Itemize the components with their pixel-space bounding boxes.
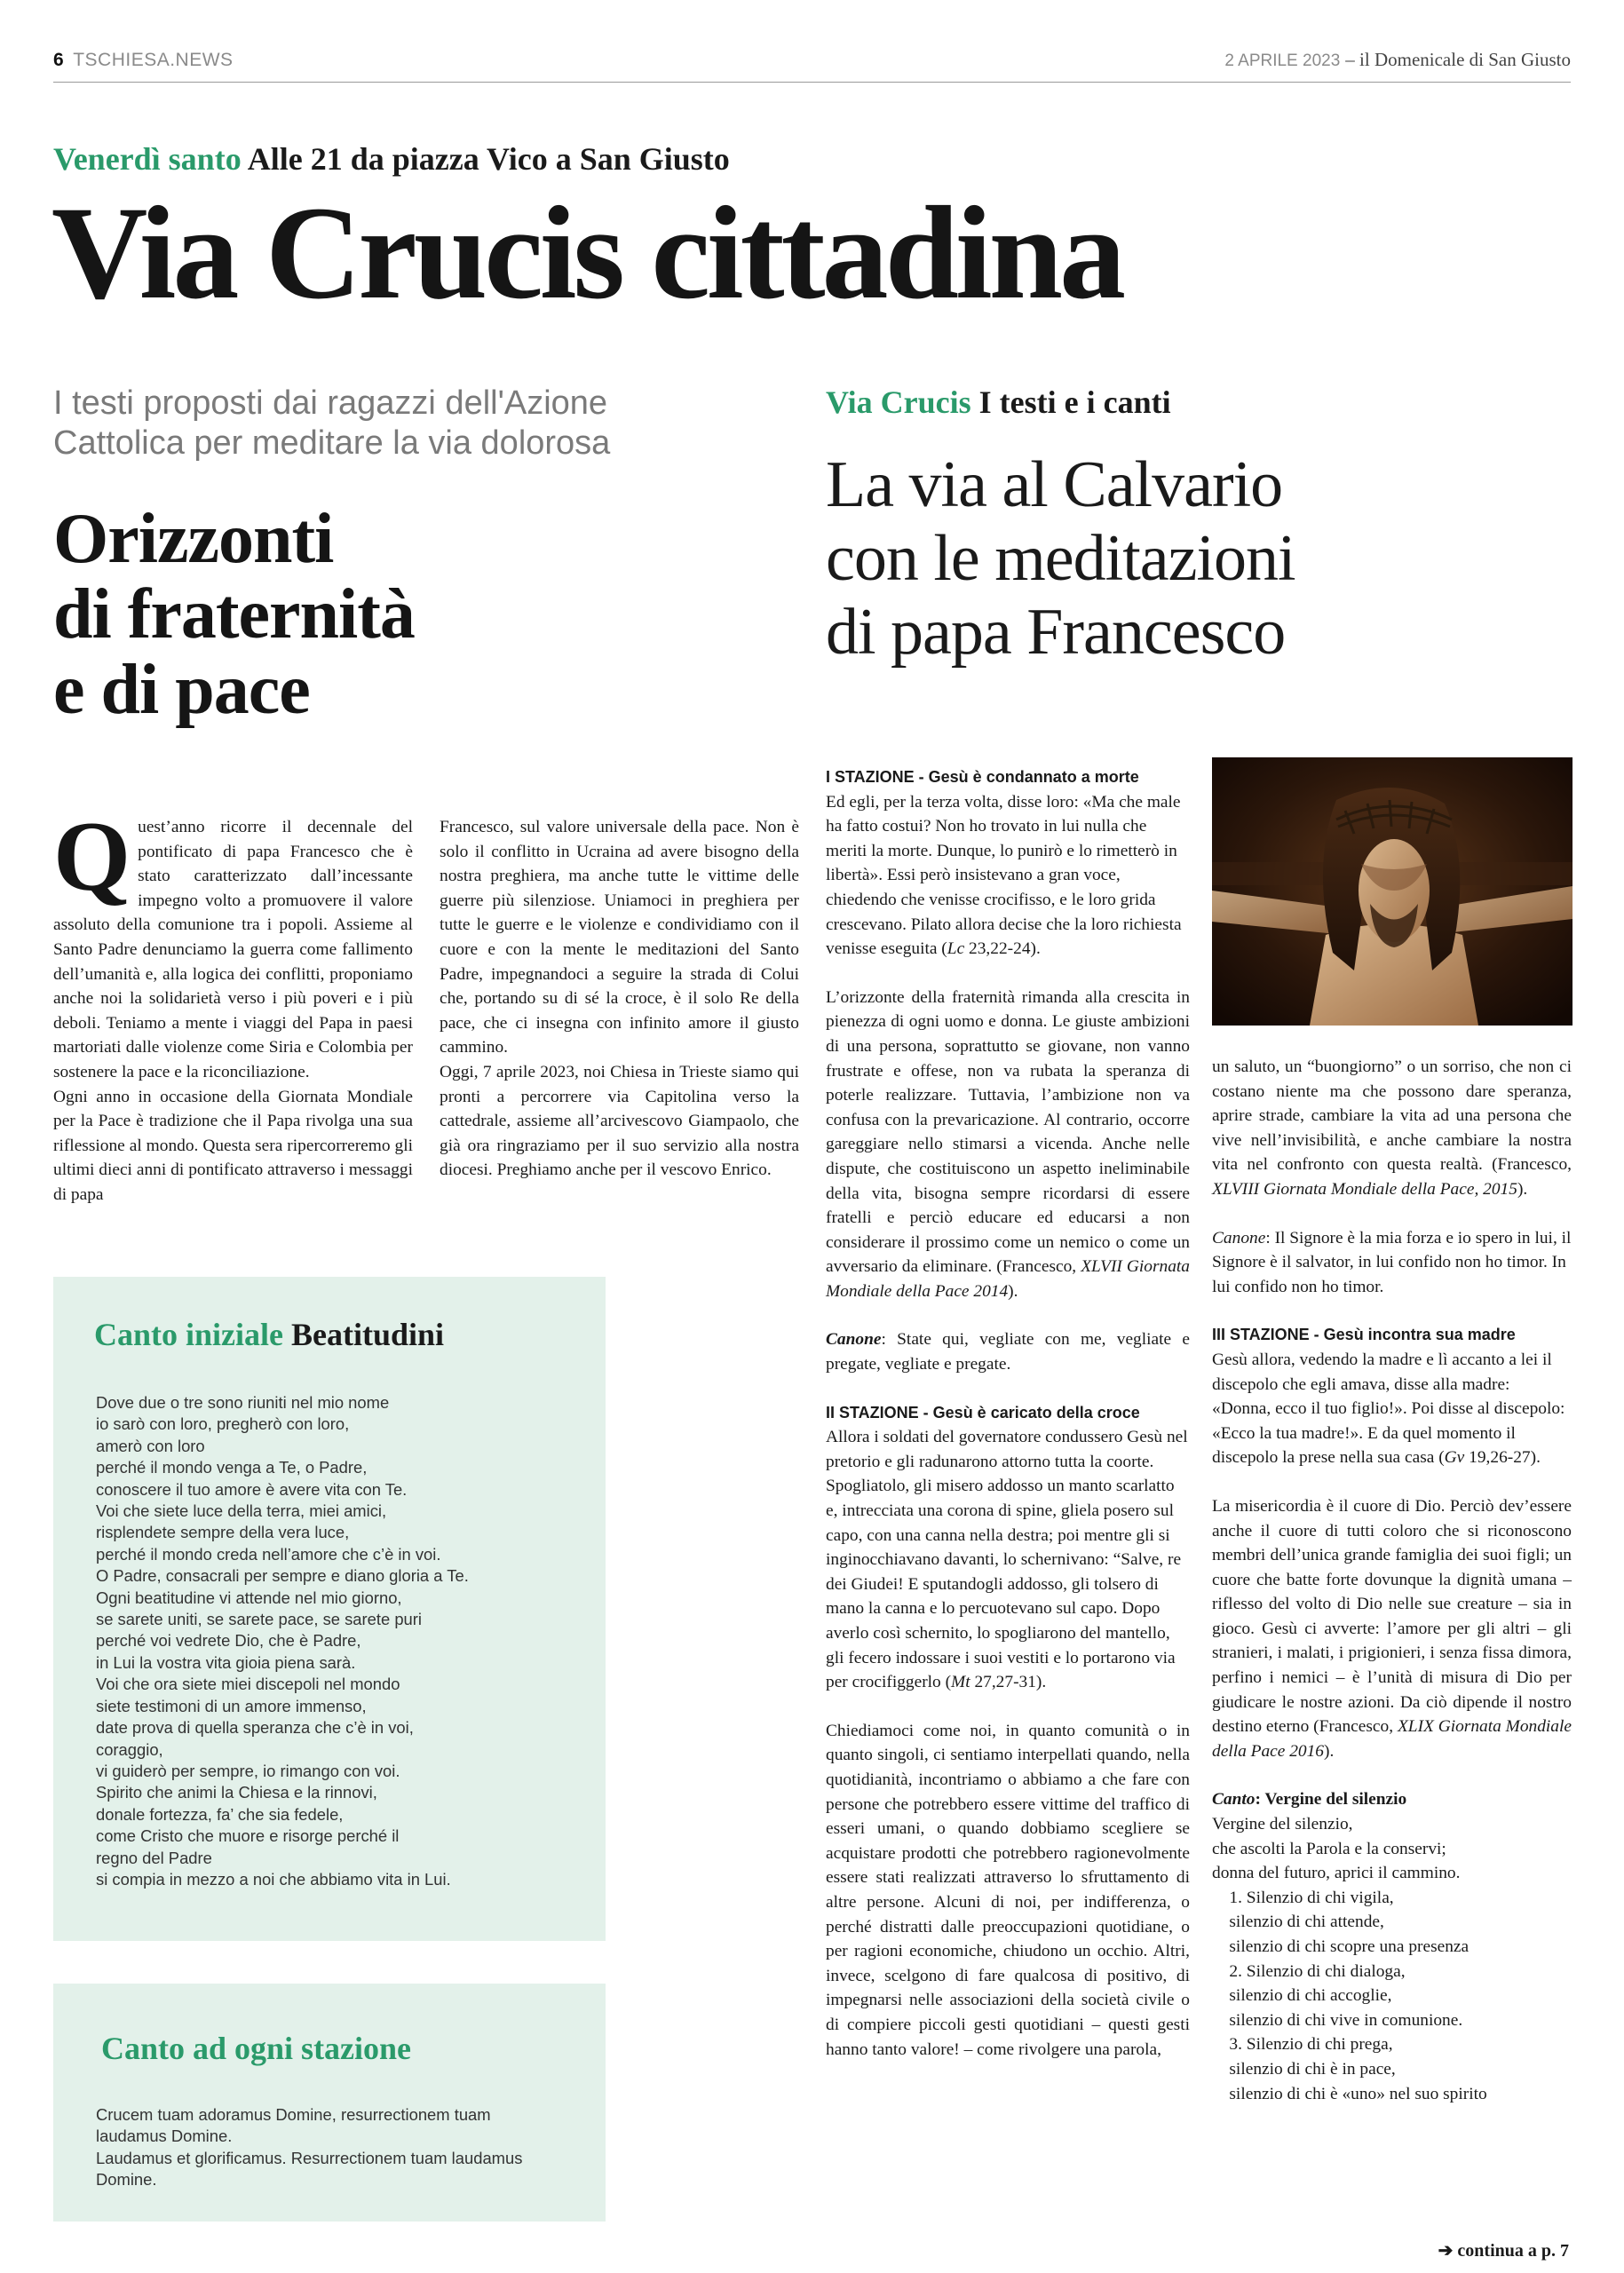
gospel-ref-tail: 23,22-24).: [964, 939, 1041, 959]
lyric-line: Ogni beatitudine vi attende nel mio giorno,: [96, 1588, 402, 1607]
gospel-text: Gesù allora, vedendo la madre e lì accanto a lei il discepolo che egli amava, disse alla madre: «Donna, ecco il tuo figlio!». Poi disse al discepolo: «Ecco la tua madre!». E da quel momento il discepolo la prese nella sua casa (: [1212, 1350, 1565, 1468]
issue-date: 2 APRILE 2023: [1224, 51, 1341, 70]
station-heading: II STAZIONE - Gesù è caricato della croce: [826, 1403, 1140, 1422]
lyric-line: perché il mondo venga a Te, o Padre,: [96, 1458, 368, 1477]
meditation-text: un saluto, un “buongiorno” o un sorriso, che non ci costano niente ma che possono dare speranza, aprire strade, cambiare la vita ad una persona che vive nell’invisibilità, e anche cambiare la nostra vita nel confronto con questa realtà. (Francesco,: [1212, 1057, 1572, 1175]
gospel-text: Allora i soldati del governatore condussero Gesù nel pretorio e gli radunarono attorno tutta la coorte. Spogliatolo, gli misero addosso un manto scarlatto e, intrecciata una corona di spine, gliela posero sul capo, con una canna nella destra; poi mentre gli si inginocchiavano davanti, lo schernivano: “Salve, re dei Giudei! E sputandogli addosso, gli tolsero di mano la canna e lo percuotevano sul capo. Dopo averlo così schernito, lo spogliarono del mantello, gli fecero indossare i suoi vestiti e lo portarono via per crocifiggerlo (: [826, 1428, 1188, 1692]
subtitle-line: I testi proposti dai ragazzi dell'Azione: [53, 384, 608, 422]
subtitle-line: Cattolica per meditare la via dolorosa: [53, 424, 611, 462]
lyric-line: se sarete uniti, se sarete pace, se sarete puri: [96, 1610, 422, 1629]
lyric-line: risplendete sempre della vera luce,: [96, 1523, 350, 1542]
canone-text: : Il Signore è la mia forza e io spero in lui, il Signore è il salvator, in lui confido non ho timor. In lui confido non ho timor.: [1212, 1228, 1572, 1296]
right-column-1: [826, 765, 1190, 2062]
lyric-line: O Padre, consacrali per sempre e diano gloria a Te.: [96, 1566, 469, 1586]
box-label: Canto iniziale: [94, 1317, 283, 1352]
headline-line: con le meditazioni: [826, 521, 1295, 595]
headline-line: e di pace: [53, 650, 310, 729]
lyric-line: Voi che ora siete miei discepoli nel mondo: [96, 1675, 400, 1694]
left-subtitle: [53, 384, 693, 463]
lyric-line: Domine.: [96, 2170, 157, 2190]
meditation-source: XLIX Giornata Mondiale della Pace 2016: [1212, 1717, 1572, 1761]
station-heading: I STAZIONE - Gesù è condannato a morte: [826, 768, 1139, 786]
canto-label: Canto: [1212, 1790, 1256, 1810]
left-headline: [53, 502, 415, 727]
body-paragraph: uest’anno ricorre il decennale del pontificato di papa Francesco che è stato caratterizzato dall’incessante impegno volto a promuovere il valore assoluto della comunione tra i popoli. Assieme al Santo Padre denunciamo la guerra come fallimento dell’umanità e, alla logica dei conflitti, proponiamo anche noi la solidarietà verso i più poveri e i più deboli. Teniamo a mente i viaggi del Papa in paesi martoriati dalle violenze come Siria e Colombia per sostenere la pace e la riconciliazione.: [53, 818, 413, 1081]
song-lyrics: [96, 2104, 522, 2191]
poem-line: Vergine del silenzio,: [1212, 1815, 1353, 1834]
lyric-line: coraggio,: [96, 1739, 163, 1759]
crucifix-photo: [1212, 757, 1573, 1026]
lyric-line: regno del Padre: [96, 1848, 212, 1867]
gospel-text: Ed egli, per la terza volta, disse loro: «Ma che male ha fatto costui? Non ho trovato in lui nulla che meriti la morte. Dunque, lo punirò e lo rimetterò in libertà». Essi però insistevano a gran voce, chiedendo che venisse crocifisso, e le loro grida crescevano. Pilato allora decise che la loro richiesta venisse eseguita (: [826, 792, 1182, 959]
right-column-2: [1212, 1055, 1572, 2106]
lyric-line: Spirito che animi la Chiesa e la rinnovi,: [96, 1783, 377, 1802]
headline-line: di papa Francesco: [826, 595, 1286, 669]
headline-line: di fraternità: [53, 574, 415, 653]
lyric-line: conoscere il tuo amore è avere vita con Te.: [96, 1479, 408, 1499]
header-rule: [53, 82, 1571, 83]
poem-line: che ascolti la Parola e la conservi;: [1212, 1839, 1446, 1858]
gospel-ref-tail: 19,26-27).: [1464, 1448, 1541, 1468]
kicker-text: Alle 21 da piazza Vico a San Giusto: [247, 141, 730, 177]
lyric-line: si compia in mezzo a noi che abbiamo vita in Lui.: [96, 1869, 451, 1889]
right-kicker: [826, 384, 1171, 421]
lyric-line: come Cristo che muore e risorge perché il: [96, 1826, 400, 1846]
lyric-line: perché voi vedrete Dio, che è Padre,: [96, 1631, 361, 1651]
poem-line: 3. Silenzio di chi prega,: [1212, 2035, 1393, 2055]
poem-line: silenzio di chi è in pace,: [1212, 2059, 1396, 2079]
headline-line: La via al Calvario: [826, 448, 1283, 521]
gospel-ref: Lc: [947, 939, 965, 959]
canone-label: Canone: [1212, 1228, 1266, 1247]
meditation-source-tail: ).: [1517, 1179, 1528, 1199]
lyric-line: in Lui la vostra vita gioia piena sarà.: [96, 1652, 356, 1672]
lyric-line: Crucem tuam adoramus Domine, resurrectionem tuam: [96, 2105, 491, 2124]
right-headline: [826, 448, 1295, 669]
meditation-source-tail: ).: [1008, 1281, 1018, 1301]
canto-title: : Vergine del silenzio: [1255, 1790, 1407, 1810]
left-column-1: [53, 802, 413, 1208]
gospel-ref: Gv: [1444, 1448, 1465, 1468]
canone-text: : State qui, vegliate con me, vegliate e pregate, vegliate e pregate.: [826, 1330, 1190, 1374]
continua-link[interactable]: [1438, 2239, 1569, 2261]
box-title: [94, 1316, 444, 1353]
box-label: Canto ad ogni stazione: [101, 2031, 412, 2066]
body-paragraph: Oggi, 7 aprile 2023, noi Chiesa in Trieste siamo qui pronti a percorrere via Capitolina verso la cattedrale, assieme all’arcivescovo Giampaolo, che già ora ringraziamo per il suo servizio alla nostra diocesi. Preghiamo anche per il vescovo Enrico.: [440, 1062, 799, 1180]
lyric-line: io sarò con loro, pregherò con loro,: [96, 1414, 350, 1434]
station-heading: III STAZIONE - Gesù incontra sua madre: [1212, 1326, 1516, 1344]
publication-name: il Domenicale di San Giusto: [1359, 49, 1571, 70]
meditation-text: Chiediamoci come noi, in quanto comunità o in quanto singoli, ci sentiamo interpellati quando, nella quotidianità, incontriamo o abbiamo a che fare con persone che potrebbero essere vittime del traffico di esseri umani, o quando dobbiamo scegliere se acquistare prodotti che potrebbero ragionevolmente essere stati realizzati attraverso lo sfruttamento di altre persone. Alcuni di noi, per indifferenza, o perché distratti dalle preoccupazioni quotidiane, o per ragioni economiche, chiudono un occhio. Altri, invece, scelgono di fare qualcosa di positivo, di impegnarsi nelle associazioni della società civile o di compiere piccoli gesti quotidiani – questi gesti hanno tanto valore! – come rivolgere una parola,: [826, 1721, 1190, 2059]
meditation-source: XLVIII Giornata Mondiale della Pace, 2015: [1212, 1179, 1517, 1199]
lyric-line: Voi che siete luce della terra, miei amici,: [96, 1501, 387, 1521]
canto-iniziale-box: [53, 1277, 606, 1941]
lyric-line: Dove due o tre sono riuniti nel mio nome: [96, 1393, 390, 1412]
lyric-line: amerò con loro: [96, 1436, 205, 1455]
lyric-line: vi guiderò per sempre, io rimango con voi.: [96, 1761, 400, 1780]
meditation-text: La misericordia è il cuore di Dio. Perciò dev’essere anche il cuore di tutti coloro che si riconoscono membri dell’unica grande famiglia dei suoi figli; un cuore che batte forte dovunque la dignità umana – riflesso del volto di Dio nelle sue creature – sia in gioco. Gesù ci avverte: l’amore per gli altri – gli stranieri, i malati, i prigionieri, i senza fissa dimora, perfino i nemici – è l’unità di misura di Dio per giudicare le nostre azioni. Da ciò dipende il nostro destino eterno (Francesco,: [1212, 1496, 1572, 1737]
headline-line: Orizzonti: [53, 500, 334, 578]
lyric-line: date prova di quella speranza che c’è in voi,: [96, 1718, 414, 1738]
kicker-text: I testi e i canti: [978, 384, 1171, 420]
article-kicker: [53, 140, 730, 178]
crucifix-illustration: [1212, 757, 1573, 1026]
lyric-line: siete testimoni di un amore immenso,: [96, 1696, 367, 1715]
lyric-line: laudamus Domine.: [96, 2126, 233, 2146]
continua-label: continua a p. 7: [1457, 2241, 1569, 2261]
poem-line: silenzio di chi scopre una presenza: [1212, 1937, 1470, 1956]
kicker-label: Venerdì santo: [53, 141, 242, 177]
meditation-text: L’orizzonte della fraternità rimanda alla crescita in pienezza di ogni uomo e donna. Le giuste ambizioni di una persona, soprattutto se giovane, non vanno frustrate e offese, non va rubata la speranza di poterle realizzare. Tuttavia, l’ambizione non va confusa con la prevaricazione. Al contrario, occorre gareggiare nello stimarsi a vicenda. Anche nelle dispute, che costituiscono un aspetto ineliminabile della vita, bisogna sempre ricordarsi di essere fratelli e perciò educare ed educarsi a non considerare il prossimo come un nemico o come un avversario da eliminare. (Francesco,: [826, 987, 1190, 1277]
site-name: TSCHIESA.NEWS: [73, 50, 234, 70]
page-number: 6: [53, 50, 65, 70]
page-header-left: [53, 50, 234, 71]
lyric-line: Laudamus et glorificamus. Resurrectionem tuam laudamus: [96, 2148, 523, 2167]
lyric-line: donale fortezza, fa’ che sia fedele,: [96, 1804, 344, 1824]
page-title: Via Crucis cittadina: [51, 179, 1123, 327]
gospel-ref-tail: 27,27-31).: [970, 1673, 1047, 1692]
poem-line: silenzio di chi accoglie,: [1212, 1986, 1392, 2006]
poem-line: 1. Silenzio di chi vigila,: [1212, 1888, 1394, 1907]
canone-label: Canone: [826, 1330, 882, 1350]
left-column-2: [440, 815, 799, 1183]
page-header-right: [1224, 49, 1571, 71]
lyric-line: perché il mondo creda nell’amore che c’è in voi.: [96, 1544, 441, 1564]
header-separator: –: [1345, 49, 1355, 70]
meditation-source-tail: ).: [1324, 1741, 1335, 1761]
body-paragraph: Francesco, sul valore universale della pace. Non è solo il conflitto in Ucraina ad avere bisogno della nostra preghiera, ma anche tutte le vittime delle guerre più silenziose. Uniamoci in preghiera per tutte le guerre e le violenze e condividiamo con il cuore e con la mente le meditazioni del Santo Padre, impegnandoci a seguire la strada di Colui che, portando su di sé la croce, è il solo Re della pace, che ci insegna con infinito amore il giusto cammino.: [440, 818, 799, 1057]
poem-line: silenzio di chi vive in comunione.: [1212, 2010, 1463, 2030]
box-song-title: Beatitudini: [291, 1317, 445, 1352]
poem-line: silenzio di chi attende,: [1212, 1913, 1384, 1932]
canto-stazione-box: [53, 1984, 606, 2222]
poem-line: silenzio di chi è «uno» nel suo spirito: [1212, 2084, 1487, 2103]
drop-cap: Q: [53, 802, 131, 912]
song-lyrics: [96, 1392, 469, 1890]
box-title: [101, 2030, 411, 2067]
meditation-source: XLVII Giornata Mondiale della Pace 2014: [826, 1257, 1190, 1301]
arrow-right-icon: ➔: [1438, 2241, 1454, 2261]
body-paragraph: Ogni anno in occasione della Giornata Mondiale per la Pace è tradizione che il Papa rivolga una sua riflessione al mondo. Questa sera ripercorreremo gli ultimi dieci anni di pontificato attraverso i messaggi di papa: [53, 1087, 413, 1204]
poem-line: 2. Silenzio di chi dialoga,: [1212, 1961, 1406, 1981]
gospel-ref: Mt: [951, 1673, 970, 1692]
canto-lyrics: [1212, 1812, 1572, 2106]
poem-line: donna del futuro, aprici il cammino.: [1212, 1864, 1461, 1883]
kicker-label: Via Crucis: [826, 384, 971, 420]
